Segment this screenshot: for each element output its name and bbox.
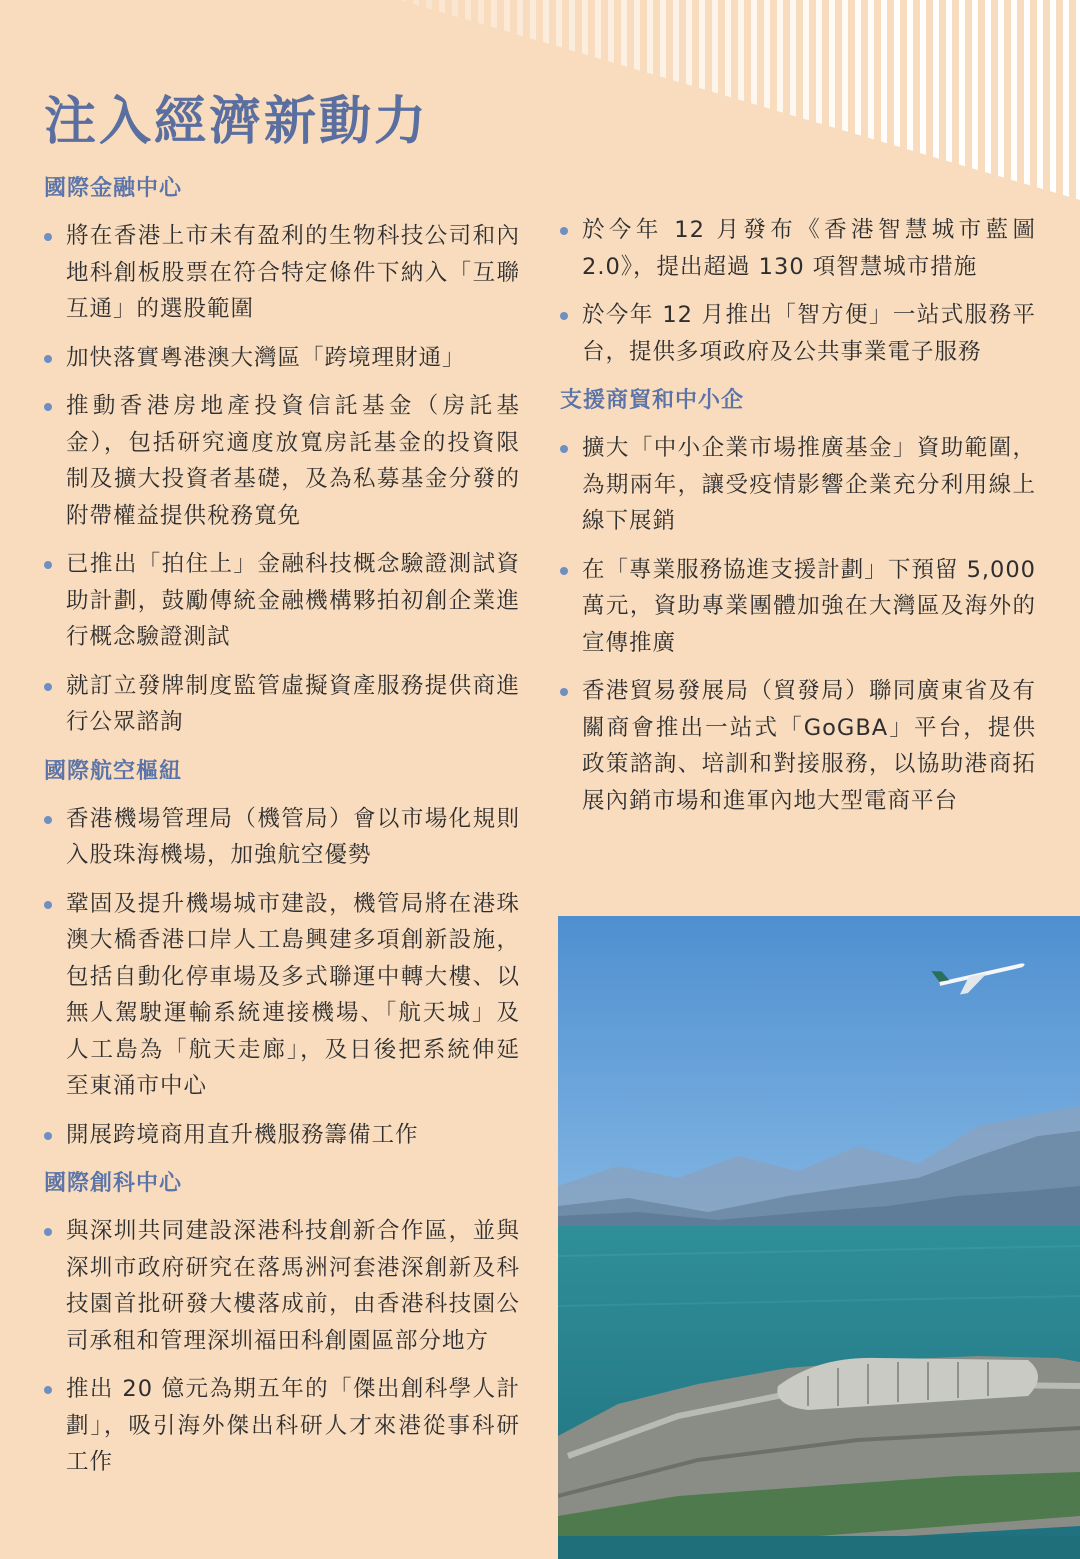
section-heading: 國際金融中心	[44, 176, 183, 201]
decorative-stripe	[660, 0, 666, 200]
section-heading: 支援商貿和中小企	[560, 388, 745, 413]
decorative-stripe	[1024, 0, 1030, 200]
decorative-stripe	[985, 0, 991, 200]
decorative-stripe	[803, 0, 809, 200]
decorative-stripe	[699, 0, 705, 200]
bullet-dot-icon	[44, 1386, 52, 1394]
bullet-item	[560, 297, 1036, 370]
bullet-item	[44, 801, 520, 874]
bullet-dot-icon	[44, 1132, 52, 1140]
decorative-stripe	[842, 0, 848, 200]
bullet-text: 已推出「拍住上」金融科技概念驗證測試資助計劃，鼓勵傳統金融機構夥拍初創企業進行概念驗證測試	[66, 551, 520, 650]
bullet-text: 擴大「中小企業市場推廣基金」資助範圍，為期兩年，讓受疫情影響企業充分利用線上線下展銷	[582, 435, 1036, 534]
bullet-text: 於今年 12 月發布《香港智慧城市藍圖 2.0》，提出超過 130 項智慧城市措施	[582, 217, 1036, 280]
bullet-list	[44, 801, 520, 1154]
decorative-stripe	[634, 0, 640, 200]
decorative-stripe	[621, 0, 627, 200]
bullet-item	[44, 886, 520, 1105]
bullet-item	[44, 546, 520, 656]
bullet-dot-icon	[44, 816, 52, 824]
decorative-stripe	[582, 0, 588, 200]
bullet-text: 就訂立發牌制度監管虛擬資產服務提供商進行公眾諮詢	[66, 672, 520, 735]
bullet-dot-icon	[44, 683, 52, 691]
bullet-dot-icon	[44, 1228, 52, 1236]
decorative-stripe	[712, 0, 718, 200]
section	[560, 384, 1036, 819]
airport-aerial-photo	[558, 916, 1080, 1559]
bullet-text: 鞏固及提升機場城市建設，機管局將在港珠澳大橋香港口岸人工島興建多項創新設施，包括自動化停車場及多式聯運中轉大樓、以無人駕駛運輸系統連接機場、「航天城」及人工島為「航天走廊」，及日後把系統伸延至東涌市中心	[66, 890, 520, 1099]
bullet-text: 在「專業服務協進支援計劃」下預留 5,000 萬元，資助專業團體加強在大灣區及海外的宣傳推廣	[582, 556, 1036, 656]
right-column	[560, 212, 1036, 833]
decorative-stripe	[764, 0, 770, 200]
section	[560, 212, 1036, 370]
decorative-stripe	[517, 0, 523, 200]
bullet-item	[44, 218, 520, 328]
bullet-item	[560, 212, 1036, 285]
decorative-stripe	[491, 0, 497, 200]
decorative-stripe	[946, 0, 952, 200]
bullet-list	[560, 212, 1036, 370]
bullet-list	[44, 1213, 520, 1481]
bullet-text: 推動香港房地產投資信託基金（房託基金），包括研究適度放寬房託基金的投資限制及擴大投資者基礎，及為私募基金分發的附帶權益提供稅務寬免	[66, 393, 520, 529]
bullet-item	[560, 430, 1036, 540]
section	[44, 172, 520, 741]
decorative-stripe	[686, 0, 692, 200]
decorative-stripe	[1050, 0, 1056, 200]
bullet-item	[44, 388, 520, 534]
decorative-stripe	[452, 0, 458, 200]
decorative-stripe	[777, 0, 783, 200]
decorative-stripe	[959, 0, 965, 200]
section	[44, 755, 520, 1154]
decorative-stripe	[816, 0, 822, 200]
bullet-item	[560, 673, 1036, 819]
bullet-dot-icon	[44, 561, 52, 569]
decorative-stripe	[647, 0, 653, 200]
bullet-dot-icon	[44, 901, 52, 909]
bullet-text: 將在香港上市未有盈利的生物科技公司和內地科創板股票在符合特定條件下納入「互聯互通」的選股範圍	[66, 223, 520, 322]
decorative-stripe	[439, 0, 445, 200]
decorative-stripe	[725, 0, 731, 200]
decorative-stripe	[595, 0, 601, 200]
decorative-stripe	[920, 0, 926, 200]
decorative-stripe	[881, 0, 887, 200]
bullet-dot-icon	[44, 355, 52, 363]
bullet-item	[44, 340, 520, 377]
bullet-list	[44, 218, 520, 741]
bullet-item	[560, 552, 1036, 662]
decorative-stripe	[556, 0, 562, 200]
decorative-stripe	[868, 0, 874, 200]
decorative-stripe	[673, 0, 679, 200]
decorative-stripes	[400, 0, 1080, 200]
decorative-stripe	[907, 0, 913, 200]
decorative-stripe	[465, 0, 471, 200]
decorative-stripe	[569, 0, 575, 200]
decorative-stripe	[855, 0, 861, 200]
page-title: 注入經濟新動力	[44, 92, 430, 152]
decorative-stripe	[933, 0, 939, 200]
section	[44, 1167, 520, 1481]
bullet-dot-icon	[44, 403, 52, 411]
section-heading: 國際創科中心	[44, 1171, 183, 1196]
decorative-stripe	[998, 0, 1004, 200]
section-heading: 國際航空樞紐	[44, 758, 183, 784]
bullet-text: 於今年 12 月推出「智方便」一站式服務平台，提供多項政府及公共事業電子服務	[582, 302, 1036, 365]
decorative-stripe	[478, 0, 484, 200]
bullet-text: 香港貿易發展局（貿發局）聯同廣東省及有關商會推出一站式「GoGBA」平台，提供政策諮詢、培訓和對接服務，以協助港商拓展內銷市場和進軍內地大型電商平台	[582, 678, 1036, 814]
decorative-stripe	[829, 0, 835, 200]
decorative-stripe	[751, 0, 757, 200]
decorative-stripe	[738, 0, 744, 200]
decorative-stripe	[530, 0, 536, 200]
bullet-dot-icon	[560, 445, 568, 453]
bullet-text: 開展跨境商用直升機服務籌備工作	[66, 1121, 419, 1148]
decorative-stripe	[1011, 0, 1017, 200]
bullet-item	[44, 1371, 520, 1481]
bullet-item	[44, 668, 520, 741]
bullet-dot-icon	[560, 312, 568, 320]
decorative-stripe	[972, 0, 978, 200]
decorative-stripe	[894, 0, 900, 200]
decorative-stripe	[790, 0, 796, 200]
decorative-stripe	[543, 0, 549, 200]
bullet-dot-icon	[560, 567, 568, 575]
decorative-stripe	[608, 0, 614, 200]
bullet-item	[44, 1117, 520, 1154]
decorative-stripe	[1076, 0, 1080, 200]
bullet-dot-icon	[560, 227, 568, 235]
bullet-dot-icon	[560, 688, 568, 696]
left-column	[44, 172, 520, 1495]
bullet-text: 與深圳共同建設深港科技創新合作區，並與深圳市政府研究在落馬洲河套港深創新及科技園首批研發大樓落成前，由香港科技園公司承租和管理深圳福田科創園區部分地方	[66, 1218, 520, 1354]
bullet-text: 加快落實粵港澳大灣區「跨境理財通」	[66, 344, 466, 371]
decorative-stripe	[504, 0, 510, 200]
bullet-item	[44, 1213, 520, 1359]
decorative-stripe	[1063, 0, 1069, 200]
bullet-text: 推出 20 億元為期五年的「傑出創科學人計劃」，吸引海外傑出科研人才來港從事科研工作	[66, 1376, 520, 1475]
bullet-list	[560, 430, 1036, 819]
bullet-text: 香港機場管理局（機管局）會以市場化規則入股珠海機場，加強航空優勢	[66, 805, 520, 868]
bullet-dot-icon	[44, 233, 52, 241]
decorative-stripe	[1037, 0, 1043, 200]
